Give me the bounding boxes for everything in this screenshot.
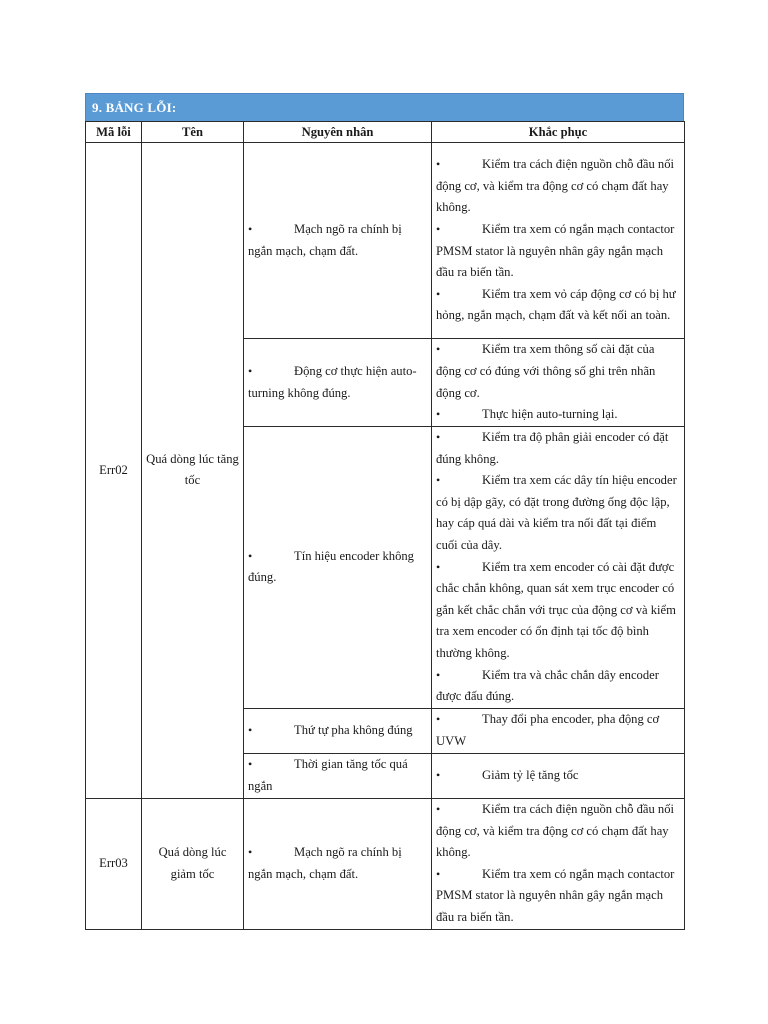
error-name: Quá dòng lúc tăng tốc — [142, 143, 244, 799]
cause-text: Mạch ngõ ra chính bị ngắn mạch, chạm đất. — [248, 221, 402, 258]
bullet-item — [436, 765, 680, 787]
fix-text: Kiểm tra xem các dây tín hiệu encoder có bị dập gãy, có đặt trong đường ống độc lập, hay cáp quá dài và kiểm tra nối đất tại điểm cuối của dây. — [436, 473, 677, 552]
table-row — [86, 798, 685, 929]
bullet-item — [436, 284, 680, 327]
bullet-item — [436, 339, 680, 404]
bullet-icon — [248, 720, 294, 742]
table-header-row — [86, 122, 685, 143]
error-code: Err03 — [86, 798, 142, 929]
cause-cell — [244, 798, 432, 929]
header-fix: Khắc phục — [432, 122, 685, 143]
cause-cell — [244, 339, 432, 427]
bullet-item — [248, 754, 427, 797]
fix-cell — [432, 143, 685, 339]
header-name: Tên — [142, 122, 244, 143]
bullet-item — [436, 799, 680, 864]
bullet-item — [248, 546, 427, 589]
fix-text: Kiểm tra xem có ngắn mạch contactor PMSM stator là nguyên nhân gây ngắn mạch đầu ra biến tần. — [436, 866, 675, 924]
bullet-icon — [436, 339, 482, 361]
fix-text: Kiểm tra và chắc chắn dây encoder được đấu đúng. — [436, 667, 659, 704]
bullet-icon — [436, 709, 482, 731]
bullet-icon — [436, 427, 482, 449]
cause-cell — [244, 143, 432, 339]
bullet-icon — [248, 219, 294, 241]
section-title: 9. BẢNG LỖI: — [85, 93, 684, 121]
fix-cell — [432, 339, 685, 427]
error-name: Quá dòng lúc giảm tốc — [142, 798, 244, 929]
fix-text: Kiểm tra xem vỏ cáp động cơ có bị hư hỏng, ngắn mạch, chạm đất và kết nối an toàn. — [436, 286, 676, 323]
table-row — [86, 143, 685, 339]
bullet-icon — [436, 284, 482, 306]
bullet-item — [248, 219, 427, 262]
bullet-icon — [436, 404, 482, 426]
bullet-icon — [436, 765, 482, 787]
bullet-item — [436, 470, 680, 556]
cause-cell — [244, 427, 432, 709]
bullet-icon — [436, 864, 482, 886]
cause-text: Thời gian tăng tốc quá ngắn — [248, 757, 408, 793]
bullet-icon — [436, 665, 482, 687]
fix-cell — [432, 708, 685, 753]
bullet-icon — [436, 154, 482, 176]
error-code: Err02 — [86, 143, 142, 799]
header-code: Mã lỗi — [86, 122, 142, 143]
fix-text: Kiểm tra xem encoder có cài đặt được chắc chắn không, quan sát xem trục encoder có gắn kết chắc chắn với trục của động cơ và kiểm tra xem encoder có ổn định tại tốc độ bình thường không. — [436, 559, 676, 660]
cause-text: Thứ tự pha không đúng — [294, 722, 413, 737]
cause-cell — [244, 708, 432, 753]
fix-cell — [432, 753, 685, 798]
bullet-item — [436, 557, 680, 665]
bullet-icon — [248, 361, 294, 383]
fix-text: Giảm tỷ lệ tăng tốc — [482, 767, 579, 782]
header-cause: Nguyên nhân — [244, 122, 432, 143]
bullet-item — [436, 404, 680, 426]
bullet-icon — [436, 557, 482, 579]
bullet-item — [436, 427, 680, 470]
fix-text: Kiểm tra độ phân giải encoder có đặt đúng không. — [436, 430, 669, 466]
bullet-icon — [436, 799, 482, 821]
bullet-item — [436, 219, 680, 284]
bullet-icon — [248, 546, 294, 568]
cause-text: Tín hiệu encoder không đúng. — [248, 548, 414, 585]
bullet-icon — [248, 842, 294, 864]
bullet-item — [436, 154, 680, 219]
error-table-section — [85, 93, 684, 930]
bullet-icon — [436, 470, 482, 492]
cause-text: Động cơ thực hiện auto-turning không đúng. — [248, 363, 417, 400]
cause-cell — [244, 753, 432, 798]
fix-text: Thực hiện auto-turning lại. — [482, 407, 618, 422]
fix-text: Kiểm tra cách điện nguồn chỗ đầu nối động cơ, và kiểm tra động cơ có chạm đất hay không. — [436, 157, 674, 215]
bullet-icon — [436, 219, 482, 241]
bullet-item — [436, 709, 680, 752]
fix-cell — [432, 798, 685, 929]
bullet-icon — [248, 754, 294, 776]
bullet-item — [248, 720, 427, 742]
cause-text: Mạch ngõ ra chính bị ngắn mạch, chạm đất. — [248, 845, 402, 881]
fix-cell — [432, 427, 685, 709]
fix-text: Kiểm tra xem có ngắn mạch contactor PMSM stator là nguyên nhân gây ngắn mạch đầu ra biến tần. — [436, 221, 675, 280]
error-table — [85, 121, 685, 930]
bullet-item — [436, 665, 680, 708]
bullet-item — [436, 864, 680, 929]
fix-text: Kiểm tra cách điện nguồn chỗ đầu nối động cơ, và kiểm tra động cơ có chạm đất hay không. — [436, 801, 674, 860]
fix-text: Kiểm tra xem thông số cài đặt của động cơ có đúng với thông số ghi trên nhãn động cơ. — [436, 342, 656, 400]
fix-text: Thay đổi pha encoder, pha động cơ UVW — [436, 712, 660, 748]
bullet-item — [248, 842, 427, 885]
bullet-item — [248, 361, 427, 404]
